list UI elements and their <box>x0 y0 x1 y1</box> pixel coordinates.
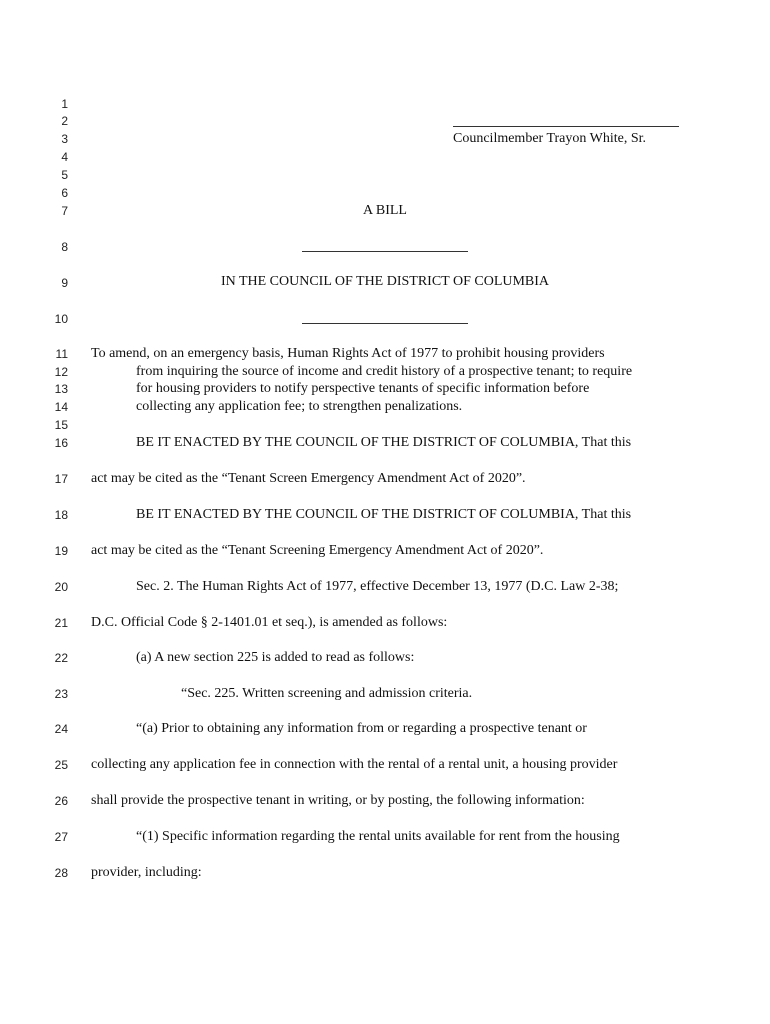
body-line: act may be cited as the “Tenant Screen Emergency Amendment Act of 2020”. <box>91 471 526 486</box>
body-line: “(a) Prior to obtaining any information from or regarding a prospective tenant or <box>136 721 587 736</box>
council-heading: IN THE COUNCIL OF THE DISTRICT OF COLUMBIA <box>220 274 550 289</box>
sponsor-name: Councilmember Trayon White, Sr. <box>453 131 647 146</box>
line-number: 19 <box>54 544 68 558</box>
line-number: 22 <box>54 651 68 665</box>
bill-title-line: from inquiring the source of income and credit history of a prospective tenant; to require <box>136 364 633 379</box>
heading-rule <box>302 323 468 324</box>
enacting-clause: BE IT ENACTED BY THE COUNCIL OF THE DISTRICT OF COLUMBIA, That this <box>136 435 632 450</box>
line-number: 8 <box>61 240 68 254</box>
line-number: 7 <box>61 204 68 218</box>
enacting-clause: BE IT ENACTED BY THE COUNCIL OF THE DISTRICT OF COLUMBIA, That this <box>136 507 632 522</box>
line-number: 28 <box>54 866 68 880</box>
line-number: 2 <box>61 114 68 128</box>
signature-line <box>453 126 679 127</box>
line-number: 25 <box>54 758 68 772</box>
section-225-heading: “Sec. 225. Written screening and admission criteria. <box>181 686 473 701</box>
line-number: 24 <box>54 722 68 736</box>
heading-rule <box>302 251 468 252</box>
line-number: 3 <box>61 132 68 146</box>
line-number: 23 <box>54 687 68 701</box>
bill-title-line: collecting any application fee; to strengthen penalizations. <box>136 399 463 414</box>
line-number: 6 <box>61 186 68 200</box>
line-number: 18 <box>54 508 68 522</box>
bill-title-line: To amend, on an emergency basis, Human Rights Act of 1977 to prohibit housing providers <box>91 346 605 361</box>
line-number: 10 <box>54 312 68 326</box>
line-number: 20 <box>54 580 68 594</box>
line-number: 1 <box>61 97 68 111</box>
bill-title-line: for housing providers to notify perspective tenants of specific information before <box>136 381 590 396</box>
body-line: provider, including: <box>91 865 202 880</box>
body-line: shall provide the prospective tenant in writing, or by posting, the following information: <box>91 793 585 808</box>
line-number: 17 <box>54 472 68 486</box>
line-number: 26 <box>54 794 68 808</box>
body-line: “(1) Specific information regarding the rental units available for rent from the housing <box>136 829 620 844</box>
line-number: 9 <box>61 276 68 290</box>
section-2-heading: Sec. 2. The Human Rights Act of 1977, effective December 13, 1977 (D.C. Law 2-38; <box>136 579 619 594</box>
body-line: act may be cited as the “Tenant Screening Emergency Amendment Act of 2020”. <box>91 543 544 558</box>
line-number: 15 <box>54 418 68 432</box>
line-number: 4 <box>61 150 68 164</box>
line-number: 21 <box>54 616 68 630</box>
line-number: 16 <box>54 436 68 450</box>
bill-heading: A BILL <box>363 203 407 218</box>
line-number: 11 <box>55 347 68 361</box>
line-number: 13 <box>54 382 68 396</box>
body-line: D.C. Official Code § 2-1401.01 et seq.), is amended as follows: <box>91 615 448 630</box>
body-line: (a) A new section 225 is added to read as follows: <box>136 650 415 665</box>
line-number: 12 <box>54 365 68 379</box>
body-line: collecting any application fee in connection with the rental of a rental unit, a housing provider <box>91 757 618 772</box>
line-number: 14 <box>54 400 68 414</box>
line-number: 27 <box>54 830 68 844</box>
line-number: 5 <box>61 168 68 182</box>
